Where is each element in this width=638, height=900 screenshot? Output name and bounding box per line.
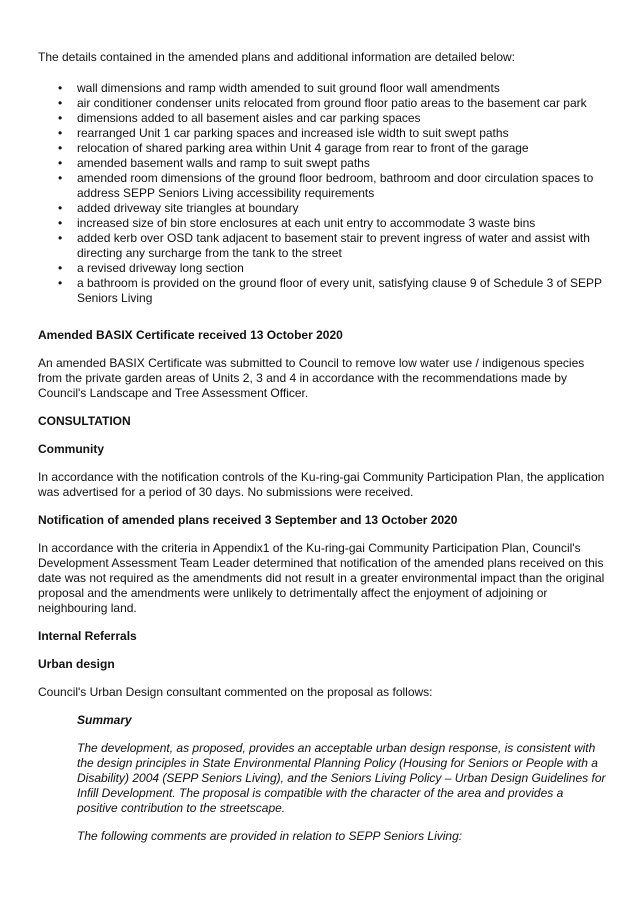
notification-heading: Notification of amended plans received 3 September and 13 October 2020	[38, 513, 458, 527]
list-item: • a revised driveway long section	[38, 261, 606, 276]
list-item: • relocation of shared parking area within Unit 4 garage from rear to front of the garage	[38, 141, 606, 156]
list-item: • air conditioner condenser units relocated from ground floor patio areas to the basement car park	[38, 96, 606, 111]
list-item: • rearranged Unit 1 car parking spaces and increased isle width to suit swept paths	[38, 126, 606, 141]
list-item: • amended room dimensions of the ground floor bedroom, bathroom and door circulation spaces to address SEPP Seniors Living accessibility requirements	[38, 171, 606, 201]
list-item: • amended basement walls and ramp to suit swept paths	[38, 156, 606, 171]
internal-referrals-heading: Internal Referrals	[38, 629, 137, 643]
summary-paragraph: The development, as proposed, provides an acceptable urban design response, is consistent with the design principles in State Environmental Planning Policy (Housing for Seniors or People with a Disability) 2004 (SEPP Seniors Living), and the Seniors Living Policy – Urban Design Guidelines for Infill Development. The proposal is compatible with the character of the area and provides a positive contribution to the streetscape.	[77, 741, 606, 815]
amendments-list	[38, 81, 606, 306]
list-item: • dimensions added to all basement aisles and car parking spaces	[38, 111, 606, 126]
list-item: • added driveway site triangles at boundary	[38, 201, 606, 216]
urban-design-heading: Urban design	[38, 657, 115, 671]
consultation-heading: CONSULTATION	[38, 414, 131, 428]
community-paragraph: In accordance with the notification controls of the Ku-ring-gai Community Participation Plan, the application was advertised for a period of 30 days. No submissions were received.	[38, 470, 605, 499]
document-page	[38, 50, 606, 857]
urban-design-intro: Council's Urban Design consultant commented on the proposal as follows:	[38, 685, 433, 699]
notification-paragraph: In accordance with the criteria in Appendix1 of the Ku-ring-gai Community Participation Plan, Council's Development Assessment Team Leader determined that notification of the amended plans received on this date was not required as the amendments did not result in a greater environmental impact than the original proposal and the amendments were unlikely to detrimentally affect the enjoyment of adjoining or neighbouring land.	[38, 541, 605, 615]
list-item: • a bathroom is provided on the ground floor of every unit, satisfying clause 9 of Schedule 3 of SEPP Seniors Living	[38, 276, 606, 306]
intro-paragraph: The details contained in the amended plans and additional information are detailed below:	[38, 50, 515, 64]
urban-design-quote	[38, 713, 606, 844]
list-item: • wall dimensions and ramp width amended to suit ground floor wall amendments	[38, 81, 606, 96]
list-item: • increased size of bin store enclosures at each unit entry to accommodate 3 waste bins	[38, 216, 606, 231]
basix-paragraph: An amended BASIX Certificate was submitted to Council to remove low water use / indigenous species from the private garden areas of Units 2, 3 and 4 in accordance with the recommendations made by Council's Landscape and Tree Assessment Officer.	[38, 356, 585, 400]
summary-heading: Summary	[77, 713, 132, 727]
following-comments-paragraph: The following comments are provided in relation to SEPP Seniors Living:	[77, 829, 463, 843]
community-heading: Community	[38, 442, 104, 456]
list-item: • added kerb over OSD tank adjacent to basement stair to prevent ingress of water and assist with directing any surcharge from the tank to the street	[38, 231, 606, 261]
basix-heading: Amended BASIX Certificate received 13 October 2020	[38, 328, 343, 342]
